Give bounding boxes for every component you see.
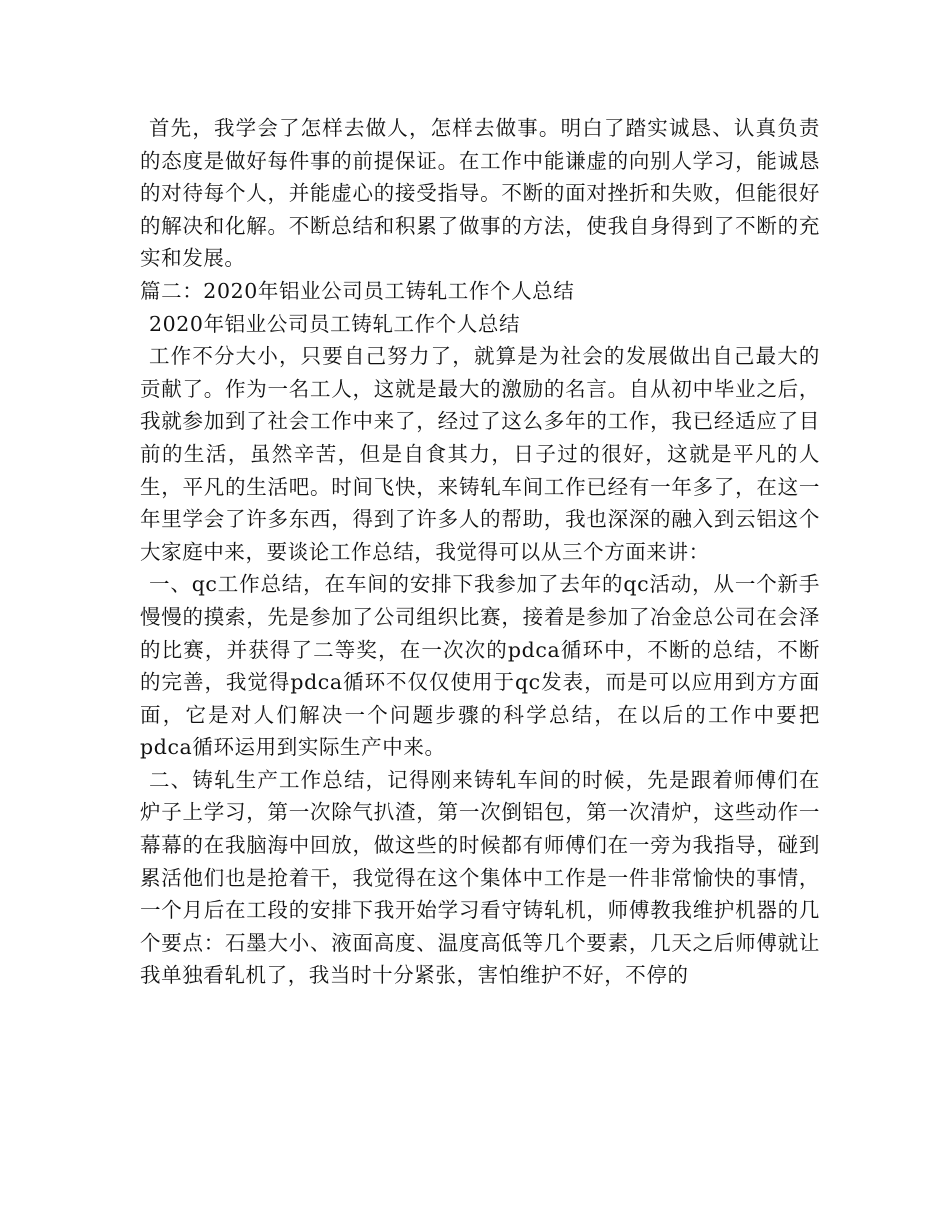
paragraph-conclusion-first: 首先，我学会了怎样去做人，怎样去做事。明白了踏实诚恳、认真负责的态度是做好每件事的前提保证。在工作中能谦虚的向别人学习，能诚恳的对待每个人，并能虚心的接受指导。不断的面对挫折和失败，但能很好的解决和化解。不断总结和积累了做事的方法，使我自身得到了不断的充实和发展。	[140, 116, 820, 271]
paragraph-production-summary: 二、铸轧生产工作总结，记得刚来铸轧车间的时候，先是跟着师傅们在炉子上学习，第一次除气扒渣，第一次倒铝包，第一次清炉，这些动作一幕幕的在我脑海中回放，做这些的时候都有师傅们在一旁为我指导，碰到累活他们也是抢着干，我觉得在这个集体中工作是一件非常愉快的事情，一个月后在工段的安排下我开始学习看守铸轧机，师傅教我维护机器的几个要点：石墨大小、液面高度、温度高低等几个要素，几天之后师傅就让我单独看轧机了，我当时十分紧张，害怕维护不好，不停的	[140, 767, 820, 988]
paragraph-intro: 工作不分大小，只要自己努力了，就算是为社会的发展做出自己最大的贡献了。作为一名工人，这就是最大的激励的名言。自从初中毕业之后，我就参加到了社会工作中来了，经过了这么多年的工作，我已经适应了目前的生活，虽然辛苦，但是自食其力，日子过的很好，这就是平凡的人生，平凡的生活吧。时间飞快，来铸轧车间工作已经有一年多了，在这一年里学会了许多东西，得到了许多人的帮助，我也深深的融入到云铝这个大家庭中来，要谈论工作总结，我觉得可以从三个方面来讲：	[140, 344, 820, 564]
section-heading: 篇二：2020年铝业公司员工铸轧工作个人总结	[140, 278, 575, 303]
document-page	[140, 112, 820, 992]
document-title: 2020年铝业公司员工铸轧工作个人总结	[149, 311, 521, 336]
paragraph-qc-summary: 一、qc工作总结，在车间的安排下我参加了去年的qc活动，从一个新手慢慢的摸索，先是参加了公司组织比赛，接着是参加了冶金总公司在会泽的比赛，并获得了二等奖，在一次次的pdca循环中，不断的总结，不断的完善，我觉得pdca循环不仅仅使用于qc发表，而是可以应用到方方面面，它是对人们解决一个问题步骤的科学总结，在以后的工作中要把pdca循环运用到实际生产中来。	[140, 572, 820, 760]
